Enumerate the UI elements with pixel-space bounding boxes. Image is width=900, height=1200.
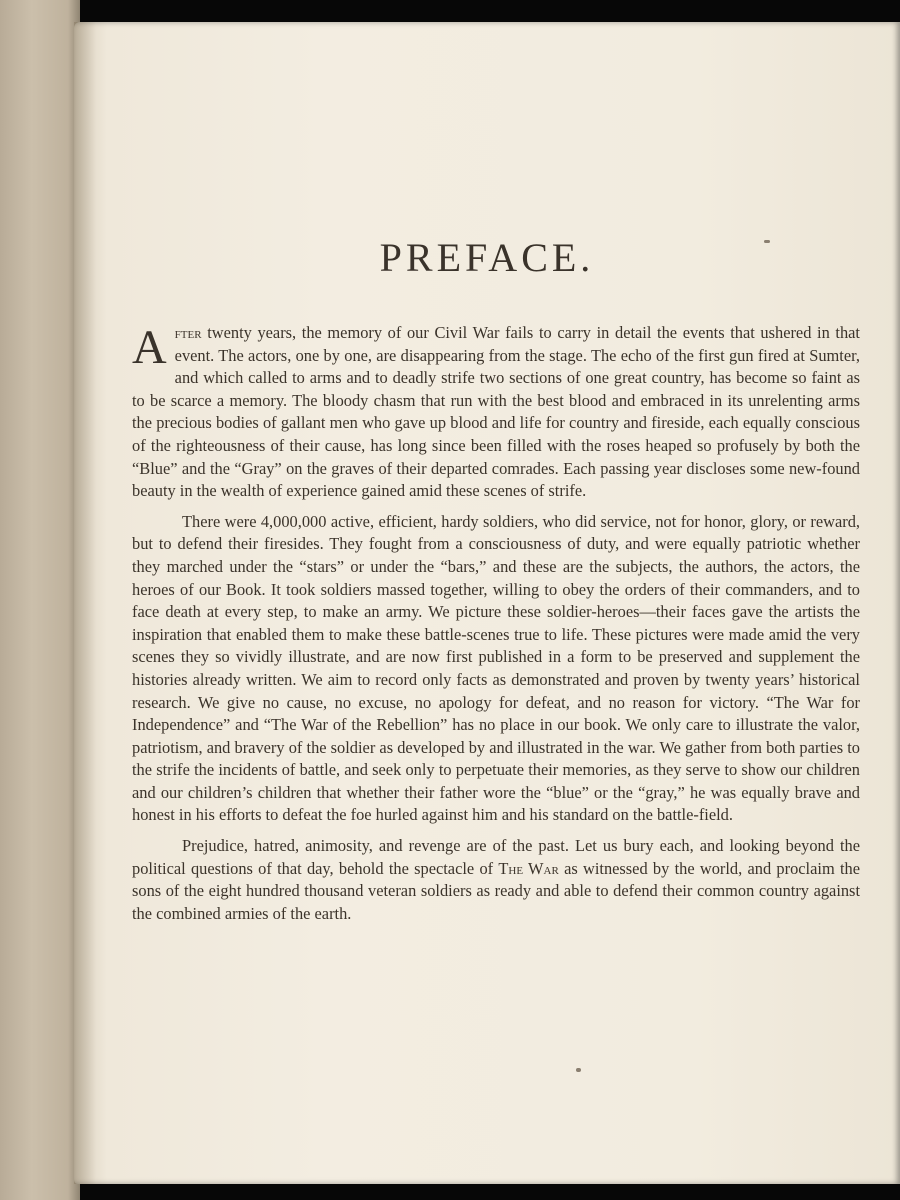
paragraph-3-after: as witnessed by the world, and proclaim the sons of the eight hundred thousand veteran soldiers as ready and able to defend their common country against the combined armies of the earth. [132, 858, 860, 923]
facing-page-edge [0, 0, 80, 1200]
drop-cap: A [132, 321, 167, 374]
paper-speck [764, 240, 770, 243]
lead-small-caps: fter [174, 323, 202, 342]
book-title-small-caps: The War [498, 858, 559, 878]
book-page [74, 22, 900, 1184]
paragraph-1-text: twenty years, the memory of our Civil War fails to carry in detail the events that ushered in that event. The actors, one by one, are disappearing from the stage. The echo of the first gun fired at Sumter, and which called to arms and to deadly strife two sections of one great country, has become so faint as to be scarce a memory. The bloody chasm that run with the best blood and embraced in its unrelenting arms the precious bodies of gallant men who gave up blood and life for country and fireside, each equally conscious of the righteousness of their cause, has long since been filled with the roses heaped so profusely by both the “Blue” and the “Gray” on the graves of their departed comrades. Each passing year discloses some new-found beauty in the wealth of experience gained amid these scenes of strife. [132, 323, 860, 501]
paragraph-3 [132, 835, 860, 925]
paragraph-2: There were 4,000,000 active, efficient, hardy soldiers, who did service, not for honor, glory, or reward, but to defend their firesides. They fought from a consciousness of duty, and were equally patriotic whether they marched under the “stars” or under the “bars,” and these are the subjects, the authors, the actors, the heroes of our Book. It took soldiers massed together, willing to obey the orders of their commanders, and to face death at every step, to make an army. We picture these soldier-heroes—their faces gave the artists the inspiration that enabled them to make these battle-scenes true to life. These pictures were made amid the very scenes they so vividly illustrate, and are now first published in a form to be preserved and supplement the histories already written. We aim to record only facts as demonstrated and proven by twenty years’ historical research. We give no cause, no excuse, no apology for defeat, and no reason for victory. “The War for Independence” and “The War of the Rebellion” has no place in our book. We only care to illustrate the valor, patriotism, and bravery of the soldier as developed by and illustrated in the war. We gather from both parties to the strife the incidents of battle, and seek only to perpetuate their memories, as they serve to show our children and our children’s children that whether their father wore the “blue” or the “gray,” he was equally brave and honest in his efforts to defeat the foe hurled against him and his standard on the battle-field. [132, 511, 860, 825]
paragraph-3-before: Prejudice, hatred, animosity, and revenge are of the past. Let us bury each, and looking beyond the political questions of that day, behold the spectacle of [132, 836, 860, 878]
paper-speck [576, 1068, 581, 1072]
gutter-shadow [74, 22, 96, 1184]
preface-body [132, 322, 860, 933]
page-title: PREFACE. [379, 235, 595, 280]
paragraph-1 [132, 322, 860, 503]
